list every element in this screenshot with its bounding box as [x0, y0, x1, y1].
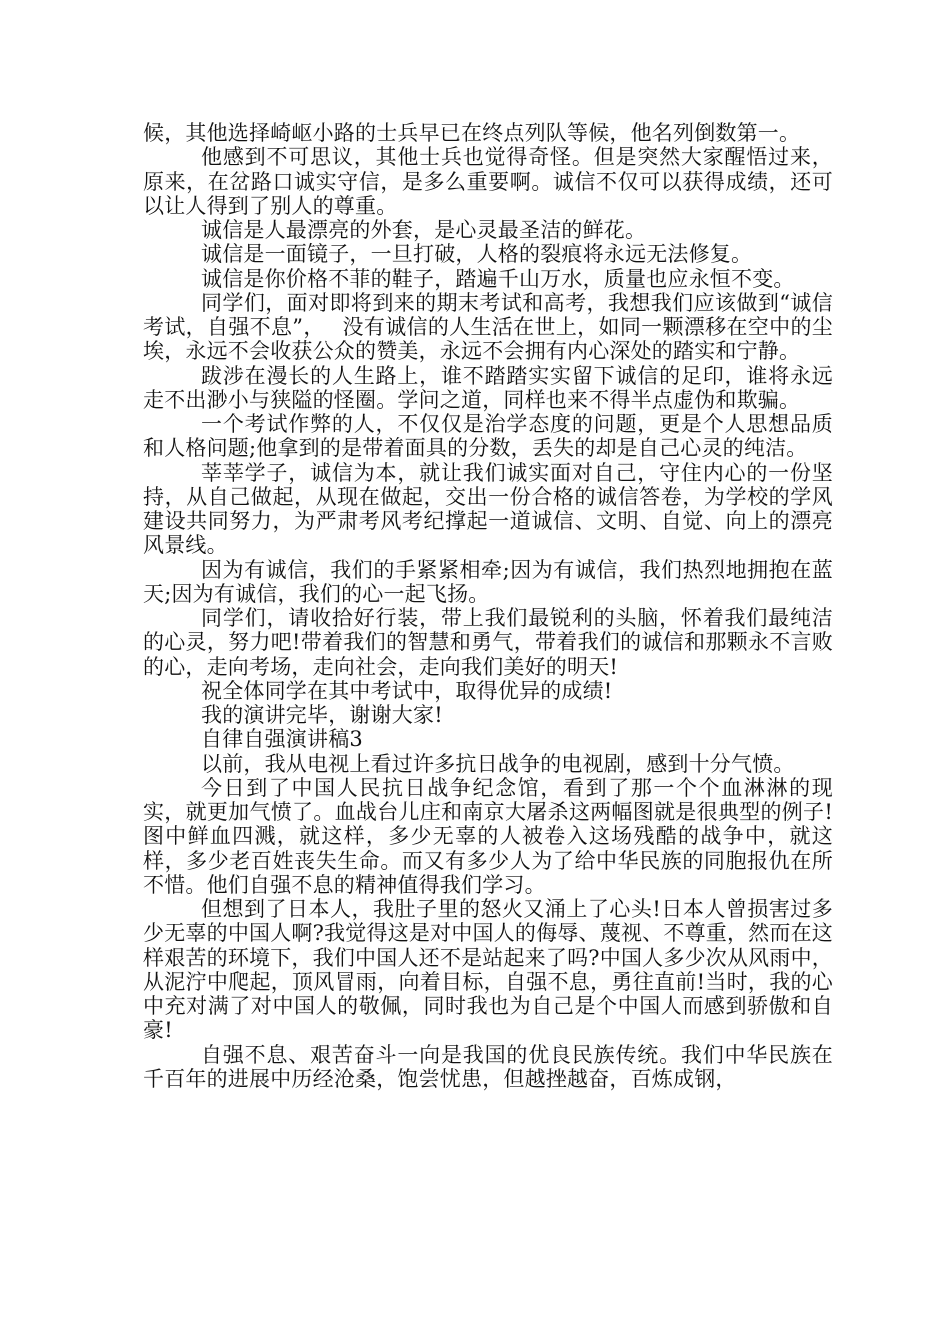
paragraph-13: 我的演讲完毕，谢谢大家! — [201, 703, 443, 727]
paragraph-6: 同学们，面对即将到来的期末考试和高考，我想我们应该做到“诚信考试，自强不息”， 没有诚信的人生活在世上，如同一颗漂移在空中的尘埃，永远不会收获公众的赞美，永远不会拥有内心深处的踏实和宁静。 — [143, 290, 833, 364]
paragraph-10: 因为有诚信，我们的手紧紧相牵;因为有诚信，我们热烈地拥抱在蓝天;因为有诚信，我们的心一起飞扬。 — [143, 557, 833, 606]
paragraph-7: 跋涉在漫长的人生路上，谁不踏踏实实留下诚信的足印，谁将永远走不出渺小与狭隘的怪圈。学问之道，同样也来不得半点虚伪和欺骗。 — [143, 363, 833, 412]
document-body — [143, 121, 833, 1091]
paragraph-5: 诚信是你价格不菲的鞋子，踏遍千山万水，质量也应永恒不变。 — [201, 266, 795, 291]
paragraph-16: 今日到了中国人民抗日战争纪念馆，看到了那一个个血淋淋的现实，就更加气愤了。血战台儿庄和南京大屠杀这两幅图就是很典型的例子!图中鲜血四溅，就这样，多少无辜的人被卷入这场残酷的战争中，就这样，多少老百姓丧失生命。而又有多少人为了给中华民族的同胞报仇在所不惜。他们自强不息的精神值得我们学习。 — [143, 775, 833, 897]
paragraph-17: 但想到了日本人，我肚子里的怒火又涌上了心头!日本人曾损害过多少无辜的中国人啊?我觉得这是对中国人的侮辱、蔑视、不尊重，然而在这样艰苦的环境下，我们中国人还不是站起来了吗?中国人多少次从风雨中，从泥泞中爬起，顶风冒雨，向着目标，自强不息，勇往直前!当时，我的心中充对满了对中国人的敬佩，同时我也为自己是个中国人而感到骄傲和自豪! — [143, 897, 833, 1043]
paragraph-15: 以前，我从电视上看过许多抗日战争的电视剧，感到十分气愤。 — [201, 751, 795, 776]
section-heading: 自律自强演讲稿3 — [201, 727, 363, 752]
paragraph-4: 诚信是一面镜子，一旦打破，人格的裂痕将永远无法修复。 — [201, 242, 753, 267]
paragraph-8: 一个考试作弊的人，不仅仅是治学态度的问题，更是个人思想品质和人格问题;他拿到的是带着面具的分数，丢失的却是自己心灵的纯洁。 — [143, 412, 833, 461]
paragraph-18: 自强不息、艰苦奋斗一向是我国的优良民族传统。我们中华民族在千百年的进展中历经沧桑，饱尝忧患，但越挫越奋，百炼成钢， — [143, 1042, 833, 1091]
paragraph-3: 诚信是人最漂亮的外套，是心灵最圣洁的鲜花。 — [201, 218, 647, 242]
paragraph-11: 同学们，请收拾好行装，带上我们最锐利的头脑，怀着我们最纯洁的心灵，努力吧!带着我们的智慧和勇气，带着我们的诚信和那颗永不言败的心，走向考场，走向社会，走向我们美好的明天! — [143, 606, 833, 679]
paragraph-2: 他感到不可思议，其他士兵也觉得奇怪。但是突然大家醒悟过来，原来，在岔路口诚实守信，是多么重要啊。诚信不仅可以获得成绩，还可以让人得到了别人的尊重。 — [143, 145, 833, 218]
paragraph-12: 祝全体同学在其中考试中，取得优异的成绩! — [201, 678, 613, 703]
paragraph-9: 莘莘学子，诚信为本，就让我们诚实面对自己，守住内心的一份坚持，从自己做起，从现在做起，交出一份合格的诚信答卷，为学校的学风建设共同努力，为严肃考风考纪撑起一道诚信、文明、自觉、向上的漂亮风景线。 — [143, 460, 833, 558]
paragraph-1: 候，其他选择崎岖小路的士兵早已在终点列队等候，他名列倒数第一。 — [143, 121, 801, 145]
